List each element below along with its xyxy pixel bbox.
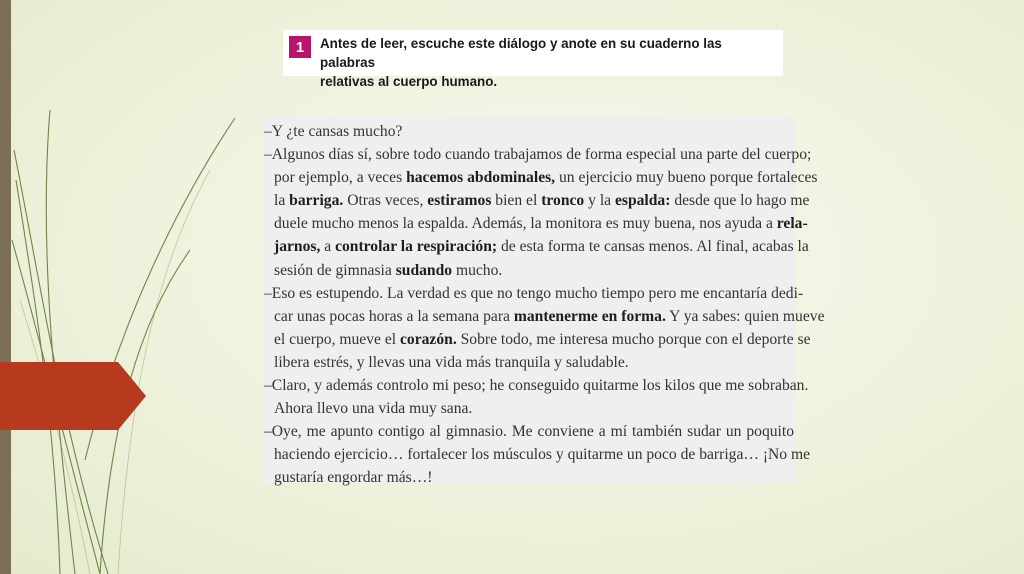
vocabulary-word: jarnos, [274,238,321,256]
instruction-line-1: Antes de leer, escuche este diálogo y anote en su cuaderno las palabras [320,36,722,70]
dialogue-line [264,143,812,166]
vocabulary-word: mantenerme en forma. [513,307,666,325]
dialogue-line [264,120,796,143]
vocabulary-word: tronco [541,192,585,210]
dialogue-text: Y ya sabes: quien mueve [665,307,825,325]
dialogue-text: gustaría engordar más…! [274,469,433,487]
dialogue-line [264,466,796,489]
exercise-number-badge: 1 [289,36,311,58]
arrow-tab-shape [0,0,150,574]
vocabulary-word: espalda: [614,192,671,210]
dialogue-text: por ejemplo, a veces [274,169,407,187]
vocabulary-word: rela- [776,215,808,233]
dialogue-line [264,282,804,305]
dialogue-text: el cuerpo, mueve el [274,330,400,348]
dialogue-text: mucho. [452,261,503,279]
dialogue-text: haciendo ejercicio… fortalecer los músculos y quitarme un poco de barriga… ¡No me [274,446,811,464]
dialogue-line [264,259,796,282]
dialogue-line [264,374,809,397]
vocabulary-word: estiramos [427,192,492,210]
dialogue-text: Sobre todo, me interesa mucho porque con el deporte se [456,330,811,348]
dialogue-text: de esta forma te cansas menos. Al final, acabas la [497,238,809,256]
dialogue-text: Ahora llevo una vida muy sana. [274,400,473,418]
dialogue-line [264,189,810,212]
dialogue-text: libera estrés, y llevas una vida más tranquila y saludable. [274,353,629,371]
vocabulary-word: barriga. [289,192,344,210]
instruction-line-2: relativas al cuerpo humano. [320,74,498,89]
dialogue-text: la [274,192,290,210]
dialogue-text: –Algunos días sí, sobre todo cuando trabajamos de forma especial una parte del cuerpo; [264,146,812,164]
dialogue-text: un ejercicio muy bueno porque fortaleces [555,169,818,187]
dialogue-text: Otras veces, [343,192,428,210]
vocabulary-word: corazón. [400,330,457,348]
dialogue-text: –Claro, y además controlo mi peso; he conseguido quitarme los kilos que me sobraban. [264,377,809,395]
dialogue-line [264,166,818,189]
dialogue-line [264,305,825,328]
dialogue-line [264,443,811,466]
dialogue-text: car unas pocas horas a la semana para [274,307,514,325]
dialogue-text: duele mucho menos la espalda. Además, la monitora es muy buena, nos ayuda a [274,215,777,233]
dialogue-line [264,397,796,420]
instruction-text [320,34,775,91]
dialogue-line [264,212,808,235]
dialogue-text: a [320,238,336,256]
dialogue-line [264,420,796,443]
vocabulary-word: controlar la respiración; [335,238,498,256]
dialogue-text: –Y ¿te cansas mucho? [264,123,403,140]
dialogue-text: y la [584,192,615,210]
dialogue-text: –Eso es estupendo. La verdad es que no tengo mucho tiempo pero me encantaría dedi- [264,284,804,302]
dialogue-text: sesión de gimnasia [274,261,396,279]
dialogue-text: –Oye, me apunto contigo al gimnasio. Me conviene a mí también sudar un poquito [264,423,794,441]
vocabulary-word: hacemos abdominales, [406,169,556,187]
dialogue-text-scan [264,115,825,487]
dialogue-line [264,235,809,258]
vocabulary-word: sudando [395,261,453,279]
dialogue-text: desde que lo hago me [670,192,810,210]
instruction-box [283,30,783,89]
dialogue-line [264,328,811,351]
dialogue-line [264,351,796,374]
dialogue-text: bien el [491,192,542,210]
